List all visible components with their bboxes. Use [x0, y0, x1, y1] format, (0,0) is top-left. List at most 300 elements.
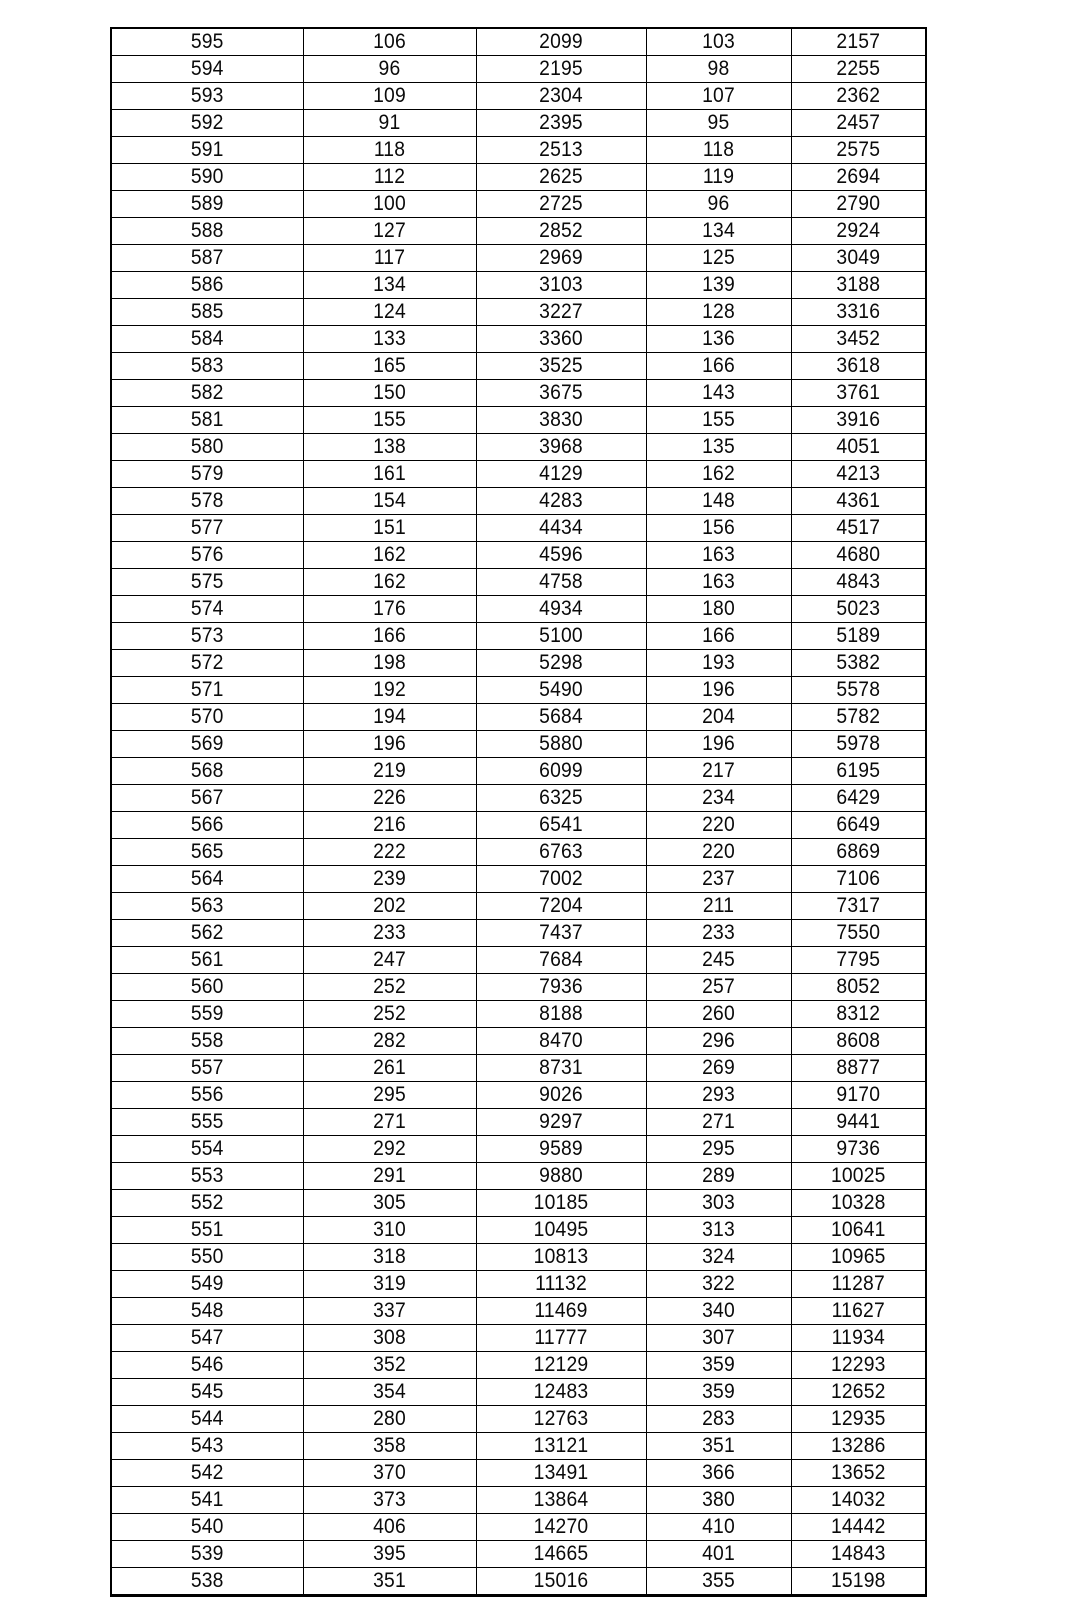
cell-score: 542	[119, 1460, 296, 1487]
cell-cumulative_b: 10025	[796, 1163, 920, 1190]
cell-count_b: 233	[652, 920, 785, 947]
cell-score: 574	[119, 596, 296, 623]
table-row	[111, 245, 926, 272]
cell-count_b: 220	[652, 839, 785, 866]
cell-cumulative_a: 5298	[483, 650, 639, 677]
cell-cumulative_b: 8052	[796, 974, 920, 1001]
table-row	[111, 1568, 926, 1596]
cell-score: 541	[119, 1487, 296, 1514]
cell-score: 577	[119, 515, 296, 542]
cell-count_a: 308	[310, 1325, 469, 1352]
cell-cumulative_b: 8312	[796, 1001, 920, 1028]
cell-score: 564	[119, 866, 296, 893]
cell-cumulative_b: 2255	[796, 56, 920, 83]
cell-cumulative_a: 3968	[483, 434, 639, 461]
cell-score: 556	[119, 1082, 296, 1109]
cell-score: 571	[119, 677, 296, 704]
cell-cumulative_b: 14442	[796, 1514, 920, 1541]
table-row	[111, 1460, 926, 1487]
cell-score: 560	[119, 974, 296, 1001]
cell-cumulative_b: 5578	[796, 677, 920, 704]
table-row	[111, 83, 926, 110]
cell-cumulative_b: 4680	[796, 542, 920, 569]
cell-cumulative_a: 12483	[483, 1379, 639, 1406]
cell-count_a: 109	[310, 83, 469, 110]
table-row	[111, 272, 926, 299]
cell-cumulative_a: 9589	[483, 1136, 639, 1163]
cell-cumulative_b: 4843	[796, 569, 920, 596]
table-row	[111, 542, 926, 569]
table-body	[111, 28, 926, 1596]
table-row	[111, 1082, 926, 1109]
cell-score: 554	[119, 1136, 296, 1163]
cell-count_b: 245	[652, 947, 785, 974]
cell-count_a: 295	[310, 1082, 469, 1109]
cell-cumulative_b: 11627	[796, 1298, 920, 1325]
table-row	[111, 488, 926, 515]
cell-count_a: 337	[310, 1298, 469, 1325]
cell-cumulative_b: 7317	[796, 893, 920, 920]
cell-cumulative_b: 6649	[796, 812, 920, 839]
table-row	[111, 569, 926, 596]
table-row	[111, 1514, 926, 1541]
cell-count_a: 166	[310, 623, 469, 650]
cell-count_b: 296	[652, 1028, 785, 1055]
cell-score: 593	[119, 83, 296, 110]
cell-score: 552	[119, 1190, 296, 1217]
cell-count_b: 355	[652, 1568, 785, 1596]
cell-count_a: 162	[310, 569, 469, 596]
cell-count_b: 322	[652, 1271, 785, 1298]
table-row	[111, 785, 926, 812]
cell-score: 595	[119, 28, 296, 56]
table-row	[111, 704, 926, 731]
cell-cumulative_a: 2852	[483, 218, 639, 245]
cell-count_a: 154	[310, 488, 469, 515]
cell-count_b: 134	[652, 218, 785, 245]
table-row	[111, 1244, 926, 1271]
cell-cumulative_b: 4517	[796, 515, 920, 542]
table-row	[111, 1352, 926, 1379]
table-row	[111, 1217, 926, 1244]
cell-cumulative_a: 2969	[483, 245, 639, 272]
cell-count_a: 395	[310, 1541, 469, 1568]
cell-cumulative_a: 7204	[483, 893, 639, 920]
table-row	[111, 596, 926, 623]
cell-cumulative_b: 3452	[796, 326, 920, 353]
cell-score: 538	[119, 1568, 296, 1596]
cell-count_b: 148	[652, 488, 785, 515]
cell-count_a: 319	[310, 1271, 469, 1298]
table-row	[111, 1487, 926, 1514]
cell-count_b: 303	[652, 1190, 785, 1217]
cell-cumulative_a: 7437	[483, 920, 639, 947]
cell-score: 575	[119, 569, 296, 596]
cell-cumulative_b: 3049	[796, 245, 920, 272]
cell-cumulative_b: 4213	[796, 461, 920, 488]
table-row	[111, 974, 926, 1001]
table-row	[111, 731, 926, 758]
cell-count_a: 233	[310, 920, 469, 947]
cell-cumulative_b: 5782	[796, 704, 920, 731]
cell-score: 568	[119, 758, 296, 785]
cell-count_b: 143	[652, 380, 785, 407]
cell-count_b: 196	[652, 731, 785, 758]
table-row	[111, 299, 926, 326]
table-row	[111, 191, 926, 218]
cell-count_a: 117	[310, 245, 469, 272]
cell-count_b: 136	[652, 326, 785, 353]
cell-score: 553	[119, 1163, 296, 1190]
cell-score: 578	[119, 488, 296, 515]
cell-cumulative_a: 3525	[483, 353, 639, 380]
cell-cumulative_b: 2694	[796, 164, 920, 191]
cell-cumulative_b: 14843	[796, 1541, 920, 1568]
cell-count_a: 165	[310, 353, 469, 380]
cell-cumulative_b: 14032	[796, 1487, 920, 1514]
cell-score: 557	[119, 1055, 296, 1082]
table-row	[111, 1406, 926, 1433]
cell-cumulative_a: 11469	[483, 1298, 639, 1325]
cell-cumulative_a: 10813	[483, 1244, 639, 1271]
cell-count_b: 351	[652, 1433, 785, 1460]
table-row	[111, 866, 926, 893]
cell-count_b: 180	[652, 596, 785, 623]
cell-cumulative_b: 8608	[796, 1028, 920, 1055]
cell-score: 561	[119, 947, 296, 974]
cell-score: 558	[119, 1028, 296, 1055]
table-row	[111, 515, 926, 542]
cell-count_b: 95	[652, 110, 785, 137]
cell-count_a: 127	[310, 218, 469, 245]
table-row	[111, 1433, 926, 1460]
cell-cumulative_a: 6099	[483, 758, 639, 785]
cell-count_a: 252	[310, 1001, 469, 1028]
table-row	[111, 434, 926, 461]
cell-cumulative_b: 12935	[796, 1406, 920, 1433]
cell-cumulative_a: 5100	[483, 623, 639, 650]
cell-cumulative_a: 3227	[483, 299, 639, 326]
score-distribution-table	[110, 27, 927, 1597]
cell-count_b: 166	[652, 623, 785, 650]
table-row	[111, 1190, 926, 1217]
cell-count_a: 292	[310, 1136, 469, 1163]
cell-cumulative_b: 2457	[796, 110, 920, 137]
cell-cumulative_a: 7936	[483, 974, 639, 1001]
cell-cumulative_b: 10641	[796, 1217, 920, 1244]
cell-cumulative_b: 5189	[796, 623, 920, 650]
table-row	[111, 28, 926, 56]
table-row	[111, 110, 926, 137]
cell-cumulative_a: 3830	[483, 407, 639, 434]
cell-count_a: 151	[310, 515, 469, 542]
cell-count_a: 310	[310, 1217, 469, 1244]
cell-cumulative_a: 2725	[483, 191, 639, 218]
cell-count_a: 271	[310, 1109, 469, 1136]
table-row	[111, 1271, 926, 1298]
cell-count_a: 282	[310, 1028, 469, 1055]
cell-cumulative_b: 3916	[796, 407, 920, 434]
cell-score: 592	[119, 110, 296, 137]
cell-count_b: 119	[652, 164, 785, 191]
cell-count_a: 194	[310, 704, 469, 731]
table-row	[111, 461, 926, 488]
cell-cumulative_a: 6541	[483, 812, 639, 839]
table-row	[111, 218, 926, 245]
cell-cumulative_a: 2395	[483, 110, 639, 137]
cell-count_b: 366	[652, 1460, 785, 1487]
cell-score: 547	[119, 1325, 296, 1352]
cell-count_a: 261	[310, 1055, 469, 1082]
table-row	[111, 1109, 926, 1136]
cell-cumulative_a: 8470	[483, 1028, 639, 1055]
table-row	[111, 1055, 926, 1082]
cell-cumulative_b: 3188	[796, 272, 920, 299]
cell-score: 551	[119, 1217, 296, 1244]
cell-count_b: 211	[652, 893, 785, 920]
cell-count_a: 358	[310, 1433, 469, 1460]
cell-score: 562	[119, 920, 296, 947]
cell-cumulative_b: 3618	[796, 353, 920, 380]
cell-score: 540	[119, 1514, 296, 1541]
cell-score: 589	[119, 191, 296, 218]
cell-cumulative_a: 2513	[483, 137, 639, 164]
table-row	[111, 1298, 926, 1325]
cell-cumulative_a: 4129	[483, 461, 639, 488]
cell-count_a: 124	[310, 299, 469, 326]
cell-count_a: 354	[310, 1379, 469, 1406]
cell-count_b: 293	[652, 1082, 785, 1109]
cell-count_b: 283	[652, 1406, 785, 1433]
cell-score: 573	[119, 623, 296, 650]
cell-count_a: 202	[310, 893, 469, 920]
cell-count_a: 106	[310, 28, 469, 56]
cell-count_a: 351	[310, 1568, 469, 1596]
cell-score: 572	[119, 650, 296, 677]
cell-count_b: 295	[652, 1136, 785, 1163]
cell-cumulative_b: 2157	[796, 28, 920, 56]
cell-count_b: 237	[652, 866, 785, 893]
cell-score: 570	[119, 704, 296, 731]
cell-count_a: 134	[310, 272, 469, 299]
cell-count_b: 324	[652, 1244, 785, 1271]
cell-count_b: 269	[652, 1055, 785, 1082]
cell-cumulative_a: 12763	[483, 1406, 639, 1433]
cell-cumulative_a: 4934	[483, 596, 639, 623]
cell-score: 549	[119, 1271, 296, 1298]
cell-count_b: 135	[652, 434, 785, 461]
cell-count_b: 313	[652, 1217, 785, 1244]
table-row	[111, 920, 926, 947]
table-row	[111, 353, 926, 380]
cell-cumulative_b: 3761	[796, 380, 920, 407]
cell-count_a: 133	[310, 326, 469, 353]
cell-cumulative_a: 2304	[483, 83, 639, 110]
cell-cumulative_a: 3675	[483, 380, 639, 407]
cell-count_a: 216	[310, 812, 469, 839]
cell-cumulative_b: 12293	[796, 1352, 920, 1379]
cell-count_a: 112	[310, 164, 469, 191]
table-row	[111, 623, 926, 650]
cell-count_b: 340	[652, 1298, 785, 1325]
cell-cumulative_b: 2362	[796, 83, 920, 110]
cell-cumulative_b: 9170	[796, 1082, 920, 1109]
cell-cumulative_a: 5490	[483, 677, 639, 704]
cell-count_a: 305	[310, 1190, 469, 1217]
cell-score: 548	[119, 1298, 296, 1325]
cell-cumulative_a: 4758	[483, 569, 639, 596]
cell-count_a: 222	[310, 839, 469, 866]
cell-count_a: 196	[310, 731, 469, 758]
cell-count_a: 252	[310, 974, 469, 1001]
cell-count_b: 401	[652, 1541, 785, 1568]
cell-count_b: 234	[652, 785, 785, 812]
table-row	[111, 839, 926, 866]
cell-cumulative_a: 9880	[483, 1163, 639, 1190]
cell-cumulative_a: 2195	[483, 56, 639, 83]
table-row	[111, 1379, 926, 1406]
cell-count_a: 155	[310, 407, 469, 434]
cell-cumulative_a: 4596	[483, 542, 639, 569]
cell-score: 559	[119, 1001, 296, 1028]
table-row	[111, 164, 926, 191]
cell-cumulative_a: 2099	[483, 28, 639, 56]
cell-cumulative_b: 7550	[796, 920, 920, 947]
cell-score: 565	[119, 839, 296, 866]
cell-count_a: 370	[310, 1460, 469, 1487]
cell-cumulative_a: 3360	[483, 326, 639, 353]
cell-score: 587	[119, 245, 296, 272]
cell-cumulative_b: 10328	[796, 1190, 920, 1217]
cell-cumulative_b: 11287	[796, 1271, 920, 1298]
cell-count_b: 204	[652, 704, 785, 731]
cell-count_a: 247	[310, 947, 469, 974]
cell-cumulative_a: 6763	[483, 839, 639, 866]
cell-count_a: 100	[310, 191, 469, 218]
cell-count_a: 150	[310, 380, 469, 407]
cell-score: 567	[119, 785, 296, 812]
cell-count_b: 96	[652, 191, 785, 218]
cell-cumulative_b: 5382	[796, 650, 920, 677]
cell-count_a: 318	[310, 1244, 469, 1271]
cell-count_a: 161	[310, 461, 469, 488]
cell-cumulative_a: 12129	[483, 1352, 639, 1379]
cell-cumulative_a: 4283	[483, 488, 639, 515]
cell-count_b: 193	[652, 650, 785, 677]
cell-cumulative_a: 8188	[483, 1001, 639, 1028]
cell-count_a: 239	[310, 866, 469, 893]
cell-cumulative_a: 14665	[483, 1541, 639, 1568]
cell-score: 583	[119, 353, 296, 380]
cell-cumulative_a: 3103	[483, 272, 639, 299]
cell-count_b: 359	[652, 1352, 785, 1379]
cell-cumulative_b: 7795	[796, 947, 920, 974]
table-row	[111, 326, 926, 353]
cell-count_b: 217	[652, 758, 785, 785]
cell-score: 585	[119, 299, 296, 326]
cell-cumulative_b: 9441	[796, 1109, 920, 1136]
cell-cumulative_a: 13864	[483, 1487, 639, 1514]
cell-cumulative_b: 4051	[796, 434, 920, 461]
cell-score: 588	[119, 218, 296, 245]
cell-cumulative_b: 6195	[796, 758, 920, 785]
cell-count_b: 220	[652, 812, 785, 839]
cell-count_b: 107	[652, 83, 785, 110]
cell-score: 555	[119, 1109, 296, 1136]
cell-score: 550	[119, 1244, 296, 1271]
table-row	[111, 380, 926, 407]
cell-cumulative_a: 9026	[483, 1082, 639, 1109]
cell-cumulative_a: 2625	[483, 164, 639, 191]
cell-count_a: 91	[310, 110, 469, 137]
cell-score: 539	[119, 1541, 296, 1568]
cell-count_b: 103	[652, 28, 785, 56]
cell-score: 590	[119, 164, 296, 191]
table-row	[111, 650, 926, 677]
cell-cumulative_b: 6429	[796, 785, 920, 812]
cell-score: 576	[119, 542, 296, 569]
table-row	[111, 758, 926, 785]
cell-cumulative_b: 15198	[796, 1568, 920, 1596]
cell-cumulative_b: 2924	[796, 218, 920, 245]
cell-cumulative_b: 8877	[796, 1055, 920, 1082]
cell-count_a: 162	[310, 542, 469, 569]
cell-cumulative_a: 14270	[483, 1514, 639, 1541]
cell-cumulative_a: 5880	[483, 731, 639, 758]
cell-cumulative_a: 11777	[483, 1325, 639, 1352]
cell-count_b: 380	[652, 1487, 785, 1514]
cell-cumulative_b: 2575	[796, 137, 920, 164]
cell-count_b: 166	[652, 353, 785, 380]
cell-count_a: 280	[310, 1406, 469, 1433]
cell-count_b: 289	[652, 1163, 785, 1190]
table-row	[111, 407, 926, 434]
cell-count_a: 138	[310, 434, 469, 461]
cell-cumulative_b: 4361	[796, 488, 920, 515]
table-row	[111, 137, 926, 164]
cell-count_b: 163	[652, 542, 785, 569]
cell-count_a: 226	[310, 785, 469, 812]
cell-count_b: 162	[652, 461, 785, 488]
cell-cumulative_a: 15016	[483, 1568, 639, 1596]
cell-score: 581	[119, 407, 296, 434]
cell-count_b: 257	[652, 974, 785, 1001]
cell-count_b: 118	[652, 137, 785, 164]
cell-cumulative_a: 11132	[483, 1271, 639, 1298]
cell-score: 566	[119, 812, 296, 839]
cell-score: 545	[119, 1379, 296, 1406]
cell-count_a: 352	[310, 1352, 469, 1379]
cell-count_b: 359	[652, 1379, 785, 1406]
cell-count_a: 192	[310, 677, 469, 704]
cell-cumulative_a: 7002	[483, 866, 639, 893]
cell-count_b: 196	[652, 677, 785, 704]
cell-score: 569	[119, 731, 296, 758]
cell-score: 584	[119, 326, 296, 353]
cell-cumulative_a: 10495	[483, 1217, 639, 1244]
table-row	[111, 1541, 926, 1568]
cell-cumulative_b: 7106	[796, 866, 920, 893]
cell-count_a: 406	[310, 1514, 469, 1541]
cell-count_a: 373	[310, 1487, 469, 1514]
cell-cumulative_a: 9297	[483, 1109, 639, 1136]
cell-count_b: 307	[652, 1325, 785, 1352]
cell-cumulative_b: 9736	[796, 1136, 920, 1163]
cell-count_b: 156	[652, 515, 785, 542]
cell-count_b: 155	[652, 407, 785, 434]
cell-cumulative_a: 4434	[483, 515, 639, 542]
cell-cumulative_a: 13491	[483, 1460, 639, 1487]
